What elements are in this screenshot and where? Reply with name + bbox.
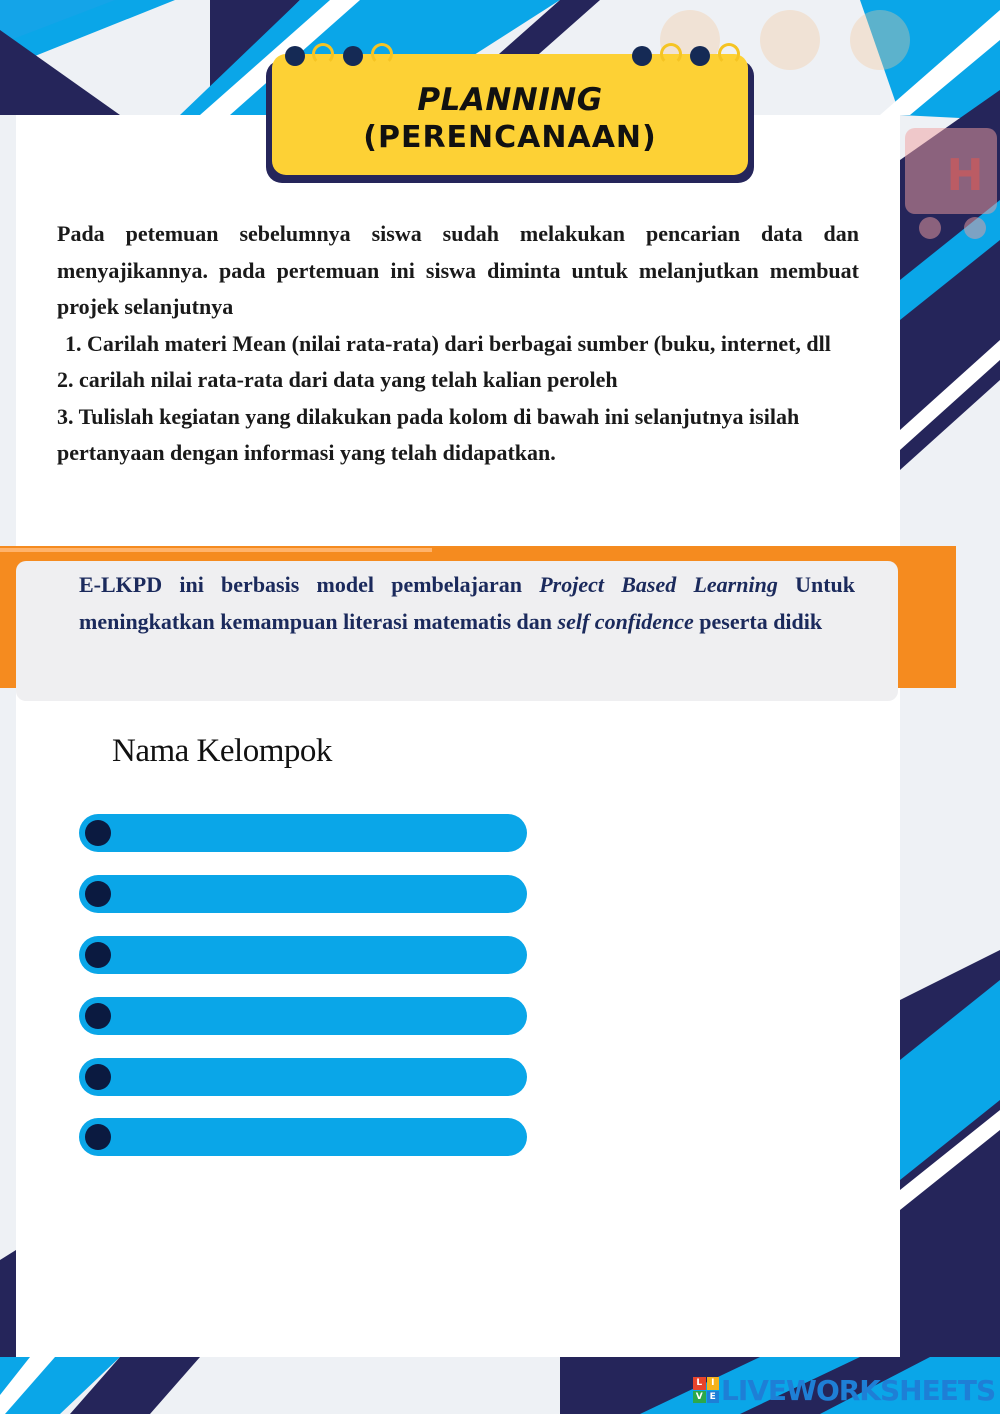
bullet-icon [85,881,111,907]
title-line-2: (PERENCANAAN) [363,120,657,155]
title-banner [272,54,748,175]
member-name-field[interactable] [79,1118,527,1156]
binder-ring [285,46,305,66]
member-name-field[interactable] [79,997,527,1035]
card-text-part3: peserta didik [693,608,823,634]
card-text-part1: E-LKPD ini berbasis model pembelajaran [79,572,540,597]
step-2: 2. carilah nilai rata-rata dari data yang telah kalian peroleh [57,367,618,392]
member-name-field[interactable] [79,1058,527,1096]
orange-stripe [0,548,432,552]
train-letter-h: H [946,150,984,201]
liveworksheets-logo[interactable] [693,1373,995,1407]
title-line-1: PLANNING [417,82,603,118]
logo-wordmark: LIVEWORKSHEETS [721,1373,996,1407]
binder-ring [371,43,393,65]
binder-ring [343,46,363,66]
instructions [57,216,859,472]
group-name-heading: Nama Kelompok [112,733,332,769]
bullet-icon [85,942,111,968]
binder-ring [718,43,740,65]
binder-ring [632,46,652,66]
member-name-field[interactable] [79,875,527,913]
binder-ring [312,43,334,65]
binder-ring [690,46,710,66]
self-confidence-term: self confidence [557,608,694,634]
card-text-part2: Untuk meningkatkan kemampuan literasi matematis dan [79,572,855,634]
step-3: 3. Tulislah kegiatan yang dilakukan pada kolom di bawah ini selanjutnya isilah pertanyaan dengan informasi yang telah didapatkan. [57,403,800,465]
bullet-icon [85,820,111,846]
bullet-icon [85,1124,111,1150]
info-card-text [79,567,855,640]
binder-ring [660,43,682,65]
intro-paragraph: Pada petemuan sebelumnya siswa sudah melakukan pencarian data dan menyajikannya. pada pertemuan ini siswa diminta untuk melanjutkan membuat projek selanjutnya [57,221,859,319]
model-name: Project Based Learning [539,572,778,597]
logo-grid-icon: L I V E [693,1377,719,1403]
step-1: 1. Carilah materi Mean (nilai rata-rata) dari berbagai sumber (buku, internet, dll [65,330,831,356]
bullet-icon [85,1003,111,1029]
bullet-icon [85,1064,111,1090]
member-name-field[interactable] [79,936,527,974]
member-name-field[interactable] [79,814,527,852]
